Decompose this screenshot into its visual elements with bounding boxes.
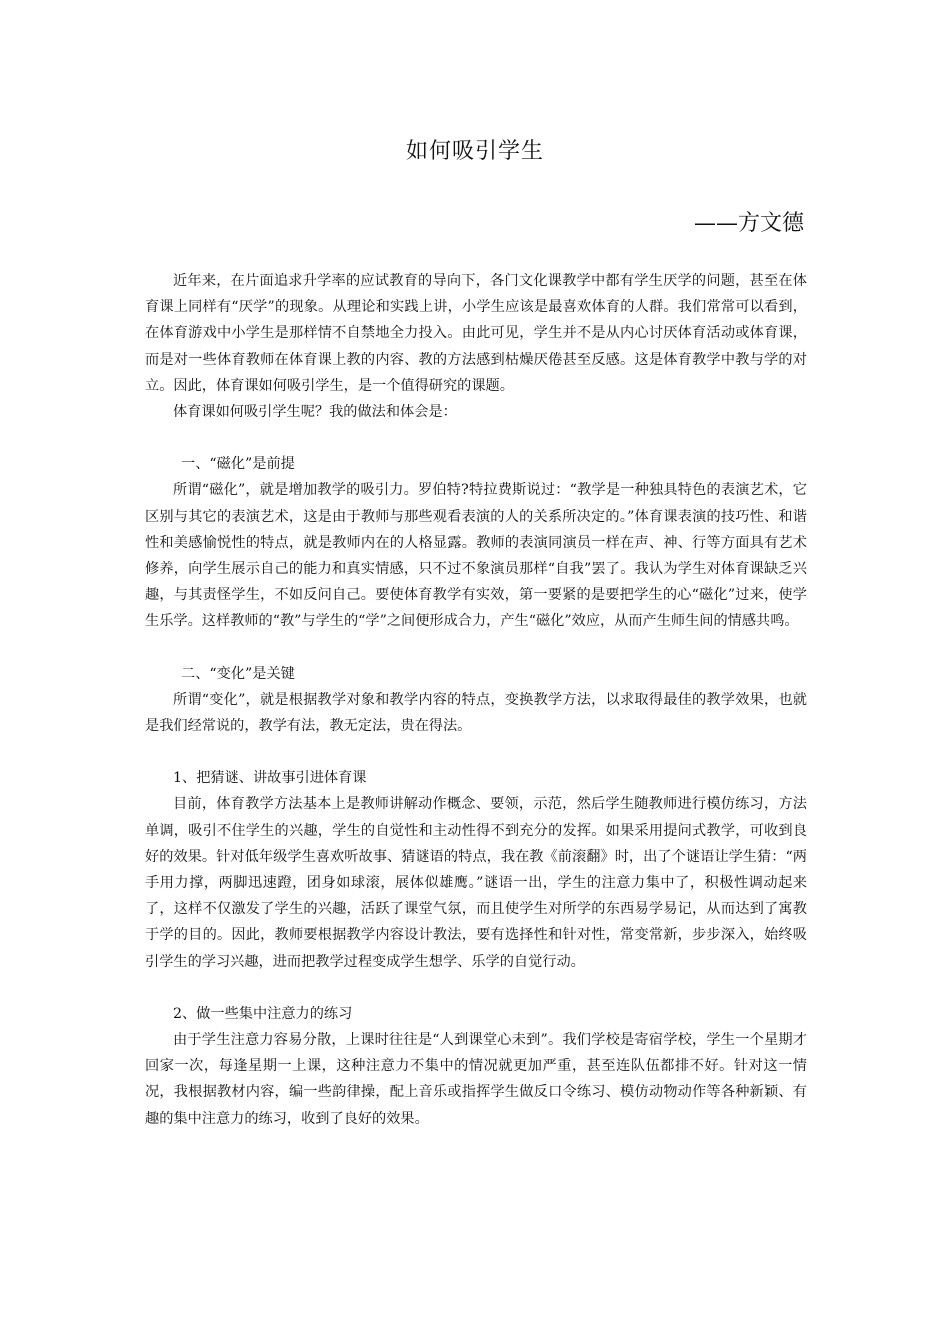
document-title: 如何吸引学生 — [405, 139, 544, 164]
subsection-heading-attention: 2、做一些集中注意力的练习 — [173, 1005, 353, 1022]
spacer — [145, 635, 807, 661]
paragraph-question: 体育课如何吸引学生呢？我的做法和体会是： — [173, 404, 457, 421]
paragraph-change: 所谓“变化”，就是根据教学对象和教学内容的特点，变换教学方法，以求取得最佳的教学效果，也就是我们经常说的，教学有法，教无定法，贵在得法。 — [145, 691, 807, 735]
spacer — [145, 739, 807, 765]
paragraph-intro: 近年来，在片面追求升学率的应试教育的导向下，各门文化课教学中都有学生厌学的问题，甚至在体育课上同样有“厌学”的现象。从理论和实践上讲，小学生应该是最喜欢体育的人群。我们常常可以看到，在体育游戏中小学生是那样情不自禁地全力投入。由此可见，学生并不是从内心讨厌体育活动或体育课，而是对一些体育教师在体育课上教的内容、教的方法感到枯燥厌倦甚至反感。这是体育教学中教与学的对立。因此，体育课如何吸引学生，是一个值得研究的课题。 — [145, 273, 807, 394]
paragraph-riddles: 目前，体育教学方法基本上是教师讲解动作概念、要领，示范，然后学生随教师进行模仿练习，方法单调，吸引不住学生的兴趣，学生的自觉性和主动性得不到充分的发挥。如果采用提问式教学，可收到良好的效果。针对低年级学生喜欢听故事、猜谜语的特点，我在教《前滚翻》时，出了个谜语让学生猜：“两手用力撑，两脚迅速蹬，团身如球滚，展体似雄鹰。”谜语一出，学生的注意力集中了，积极性调动起来了，这样不仅激发了学生的兴趣，活跃了课堂气氛，而且使学生对所学的东西易学易记，从而达到了寓教于学的目的。因此，教师要根据教学内容设计教法，要有选择性和针对性，常变常新，步步深入，始终吸引学生的学习兴趣，进而把教学过程变成学生想学、乐学的自觉行动。 — [145, 796, 807, 970]
paragraph-attention: 由于学生注意力容易分散，上课时往往是“人到课堂心未到”。我们学校是寄宿学校，学生一个星期才回家一次，每逢星期一上课，这种注意力不集中的情况就更加严重，甚至连队伍都排不好。针对这一情况，我根据教材内容，编一些韵律操，配上音乐或指挥学生做反口令练习、模仿动物动作等各种新颖、有趣的集中注意力的练习，收到了良好的效果。 — [145, 1032, 807, 1127]
section-heading-change: 二、“变化”是关键 — [181, 665, 295, 682]
paragraph-magnetize: 所谓“磁化”，就是增加教学的吸引力。罗伯特?特拉费斯说过：“教学是一种独具特色的表演艺术，它区别与其它的表演艺术，这是由于教师与那些观看表演的人的关系所决定的。”体育课表演的技巧性、和谐性和美感愉悦性的特点，就是教师内在的人格显露。教师的表演同演员一样在声、神、行等方面具有艺术修养，向学生展示自己的能力和真实情感，只不过不象演员那样“自我”罢了。我认为学生对体育课缺乏兴趣，与其责怪学生，不如反问自己。要使体育教学有实效，第一要紧的是要把学生的心“磁化”过来，使学生乐学。这样教师的“教”与学生的“学”之间便形成合力，产生“磁化”效应，从而产生师生间的情感共鸣。 — [145, 482, 807, 630]
spacer — [145, 425, 807, 451]
document-body — [145, 268, 807, 1132]
spacer — [145, 975, 807, 1001]
document-author: ——方文德 — [693, 211, 804, 236]
section-heading-magnetize: 一、“磁化”是前提 — [181, 456, 295, 473]
subsection-heading-riddles: 1、把猜谜、讲故事引进体育课 — [173, 770, 367, 787]
